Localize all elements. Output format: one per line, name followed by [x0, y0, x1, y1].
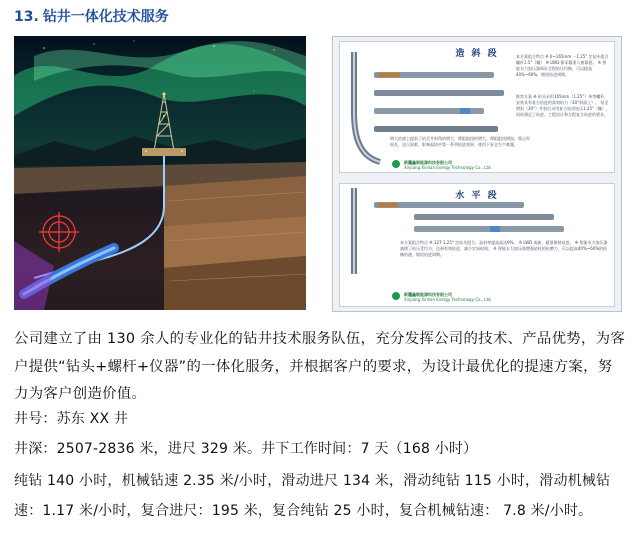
- section-heading: [14, 6, 169, 26]
- build-section-panel: [339, 41, 615, 173]
- company-logo-icon: [392, 160, 400, 168]
- well-number: 井号：苏东 XX 井: [14, 411, 129, 427]
- horizontal-section-notes: 本方案组合特点 ※ 127-1.25° 定钻头组合，造斜率提高高达9%。 ※ LWD 或新，精准保持钻进。 ※ 智能水力加压器减缓了钻压受均匀，达到有效钻进，减少定向时间。 ※ 智能水力加压器增强钻柱的抗磨力，可以提高40%~60%的机械钻速，缩短钻进周期。: [400, 240, 608, 257]
- drilling-stats-line-1: 纯钻 140 小时，机械钻速 2.35 米/小时，滑动进尺 134 米，滑动纯钻 115 小时，滑动机械钻: [14, 473, 611, 489]
- build-section-notes-b: 推荐方案 ※ 钻头采用165mm（1.25°）单弯螺杆，安装具有复合钻进的高效钻力（30°斜面上）。 钻至增斜（30°）井斜后采用复合钻进钻压1.25°（螺），同时满足了钻进、工程设计和全程复合钻进的要求。: [516, 94, 610, 117]
- section-title: 钻井一体化技术服务: [42, 9, 169, 25]
- company-name-2: 新疆鑫联能源科技有限公司: [404, 292, 452, 297]
- company-name: 新疆鑫联能源科技有限公司: [404, 160, 452, 165]
- well-depth: 井深：2507-2836 米，进尺 329 米。井下工作时间：7 天（168 小时）: [14, 441, 478, 457]
- company-name-en-2: Xinjiang Xinlian Energy Technology Co., Ltd.: [404, 297, 492, 302]
- drilling-rig-illustration: [14, 36, 306, 310]
- drilling-stats-line-2: 速：1.17 米/小时，复合进尺：195 米，复合纯钻 25 小时，复合机械钻速： 7.8 米/小时。: [14, 503, 593, 519]
- bha-technical-diagram: [332, 36, 622, 312]
- section-number: 13.: [14, 9, 39, 25]
- company-name-en: Xinjiang Xinlian Energy Technology Co., Ltd.: [404, 165, 492, 170]
- build-section-notes-a: 本方案组合特点 ※ 0~165mm 一1.25° 定钻头组合螺杆1.5°（螺） ※ LWD 保证精准入窗靠稳。 ※ 智能水力加压器保证全程钻压均衡，可以提高40%~60%，缩短钻进周期。: [516, 54, 609, 77]
- build-section-notes-c: 增大钻速上提前了钻至井斜角的增大，摩阻阻扭的增大，摩阻阻扭增加，靠止时间长，送尺困难，影响起钻中第一系列钻进效果，使用下安全生产难题。: [390, 136, 530, 147]
- intro-paragraph: 公司建立了由 130 余人的专业化的钻井技术服务队伍，充分发挥公司的技术、产品优势，为客户提供“钻头+螺杆+仪器”的一体化服务，并根据客户的要求，为设计最优化的提速方案，努力为客户创造价值。: [14, 331, 626, 402]
- horizontal-section-panel: [339, 183, 615, 307]
- build-section-title: 造 斜 段: [455, 49, 499, 59]
- horizontal-section-title: 水 平 段: [455, 191, 499, 201]
- company-logo-icon-2: [392, 292, 400, 300]
